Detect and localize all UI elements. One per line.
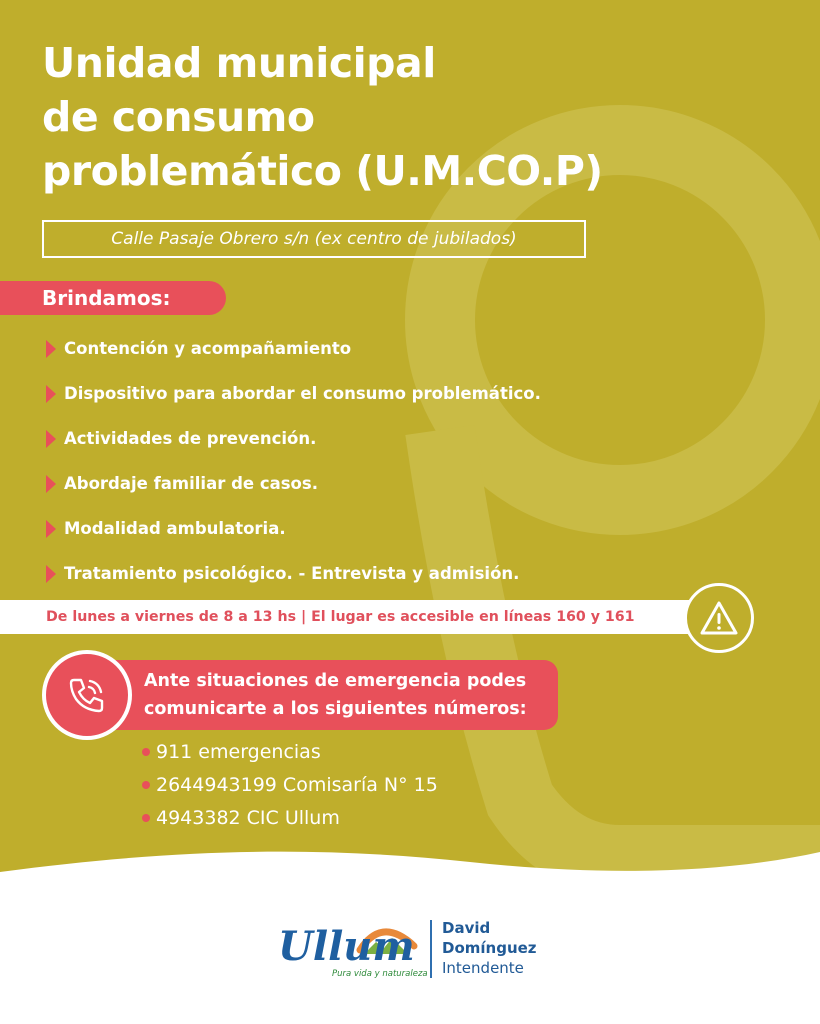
address-box: Calle Pasaje Obrero s/n (ex centro de jubilados): [42, 220, 586, 258]
triangle-bullet-icon: [44, 340, 56, 358]
phone-badge: [42, 650, 132, 740]
emergency-number-label: 2644943199 Comisaría N° 15: [156, 773, 438, 796]
service-item: [44, 416, 541, 461]
page-title: [42, 36, 603, 198]
emergency-message: [90, 660, 558, 730]
mayor-signature: [442, 918, 537, 978]
dot-bullet-icon: [142, 748, 150, 756]
triangle-bullet-icon: [44, 430, 56, 448]
title-line-1: Unidad municipal: [42, 39, 436, 87]
service-item-label: Actividades de prevención.: [64, 429, 317, 448]
title-line-2: de consumo: [42, 93, 315, 141]
triangle-bullet-icon: [44, 565, 56, 583]
service-item-label: Dispositivo para abordar el consumo problemático.: [64, 384, 541, 403]
service-item: [44, 326, 541, 371]
service-item: [44, 371, 541, 416]
phone-icon: [64, 672, 110, 718]
service-item-label: Abordaje familiar de casos.: [64, 474, 318, 493]
emergency-number-item: [142, 735, 438, 768]
triangle-bullet-icon: [44, 520, 56, 538]
service-item-label: Tratamiento psicológico. - Entrevista y admisión.: [64, 564, 520, 583]
services-heading: Brindamos:: [0, 281, 226, 315]
emergency-number-label: 4943382 CIC Ullum: [156, 806, 340, 829]
service-item: [44, 506, 541, 551]
services-list: [44, 326, 541, 596]
triangle-bullet-icon: [44, 385, 56, 403]
mayor-role: Intendente: [442, 959, 524, 977]
mayor-first-name: David: [442, 919, 491, 937]
hours-band: De lunes a viernes de 8 a 13 hs | El lugar es accesible en líneas 160 y 161: [0, 600, 690, 634]
logo-tagline: Pura vida y naturaleza: [332, 969, 428, 979]
emergency-line-1: Ante situaciones de emergencia podes: [144, 671, 527, 691]
service-item: [44, 551, 541, 596]
emergency-line-2: comunicarte a los siguientes números:: [144, 699, 527, 719]
emergency-numbers-list: [142, 735, 438, 834]
title-line-3: problemático (U.M.CO.P): [42, 147, 603, 195]
warning-badge: [684, 583, 754, 653]
emergency-number-item: [142, 801, 438, 834]
ullum-logo: [276, 912, 428, 980]
warning-triangle-icon: [699, 600, 739, 636]
emergency-number-item: [142, 768, 438, 801]
service-item-label: Contención y acompañamiento: [64, 339, 352, 358]
mayor-last-name: Domínguez: [442, 939, 537, 957]
dot-bullet-icon: [142, 781, 150, 789]
logo-wordmark: Ullum: [278, 923, 415, 970]
footer-divider: [430, 920, 432, 978]
service-item-label: Modalidad ambulatoria.: [64, 519, 286, 538]
service-item: [44, 461, 541, 506]
triangle-bullet-icon: [44, 475, 56, 493]
dot-bullet-icon: [142, 814, 150, 822]
emergency-number-label: 911 emergencias: [156, 740, 321, 763]
